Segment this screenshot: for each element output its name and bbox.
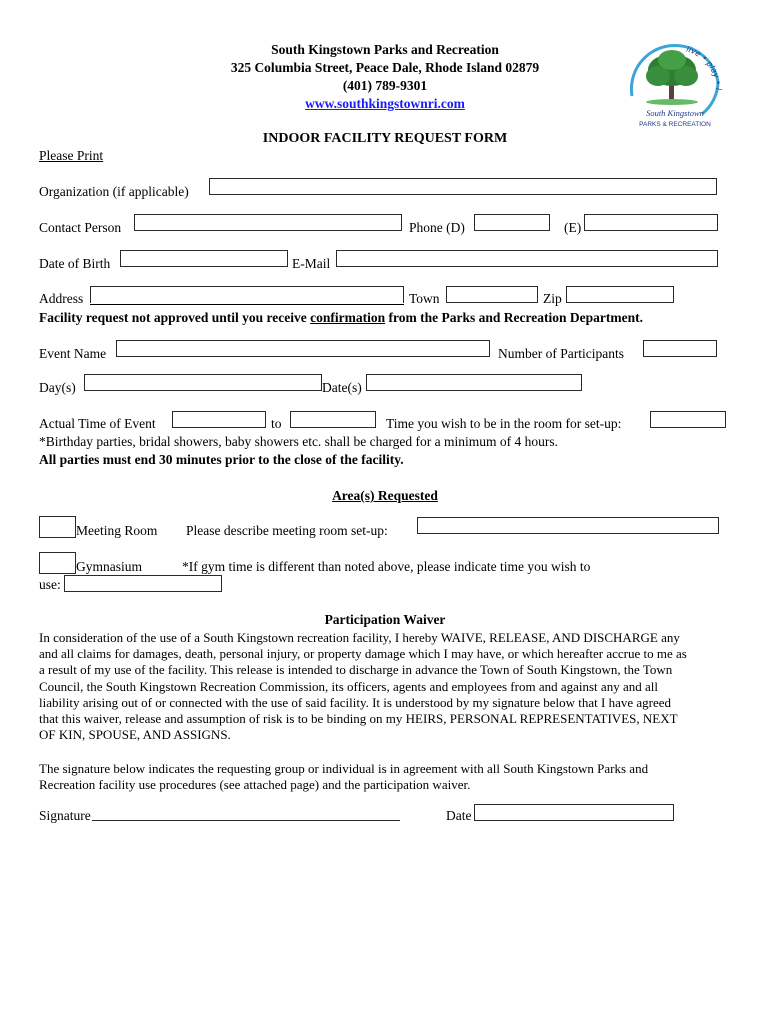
phone-day-field[interactable] [474,214,550,231]
logo-name-line1: South Kingstown [646,108,704,118]
parties-note: All parties must end 30 minutes prior to the close of the facility. [39,452,404,467]
waiver-heading: Participation Waiver [324,612,446,627]
meeting-room-checkbox[interactable] [39,516,76,538]
dob-field[interactable] [120,250,288,267]
days-field[interactable] [84,374,322,391]
meeting-setup-field[interactable] [417,517,719,534]
town-label: Town [409,291,440,306]
setup-time-label: Time you wish to be in the room for set-up: [386,416,622,431]
address-label: Address [39,291,84,306]
event-name-label: Event Name [39,346,107,361]
gym-time-note: *If gym time is different than noted above, please indicate time you wish to [182,559,591,574]
date-field[interactable] [474,804,674,821]
zip-field[interactable] [566,286,674,303]
signature-label: Signature [39,808,91,823]
dob-label: Date of Birth [39,256,111,271]
org-name: South Kingstown Parks and Recreation [271,42,499,57]
org-address: 325 Columbia Street, Peace Dale, Rhode Island 02879 [230,60,540,75]
birthday-note: *Birthday parties, bridal showers, baby showers etc. shall be charged for a minimum of 4 hours. [39,434,559,449]
phone-day-label: Phone (D) [409,220,465,235]
approval-notice: Facility request not approved until you receive confirmation from the Parks and Recreation Department. [39,310,643,325]
date-label: Date [446,808,472,823]
event-name-field[interactable] [116,340,490,357]
website-link[interactable]: www.southkingstownri.com [305,96,465,111]
waiver-text: In consideration of the use of a South Kingstown recreation facility, I hereby WAIVE, RELEASE, AND DISCHARGE any and all claims for damages, death, personal injury, or property damage which I may have, or which hereafter accrue to me as a result of my use of the facility. This release is intended to discharge in advance the Town of South Kingstown, the Town Council, the South Kingstown Recreation Commission, its officers, agents and employees from and against any and all liability arising out of or connected with the use of said facility. It is understood by my signature below that I have agreed that this waiver, release and assumption of risk is to be binding on my HEIRS, PERSONAL REPRESENTATIVES, NEXT OF KIN, SPOUSE, AND ASSIGNS. [39,630,687,743]
form-title: INDOOR FACILITY REQUEST FORM [262,131,508,146]
org-phone: (401) 789-9301 [342,78,428,93]
phone-evening-label: (E) [564,220,582,235]
logo [622,36,726,132]
to-label: to [271,416,282,431]
signature-field[interactable] [92,804,400,821]
contact-person-field[interactable] [134,214,402,231]
organization-field[interactable] [209,178,717,195]
logo-name-line2: PARKS & RECREATION [639,121,711,128]
logo-arc-text: live • play • l [685,44,724,91]
email-label: E-Mail [292,256,331,271]
participants-label: Number of Participants [498,346,624,361]
event-end-time-field[interactable] [290,411,376,428]
gymnasium-checkbox[interactable] [39,552,76,574]
email-field[interactable] [336,250,718,267]
event-start-time-field[interactable] [172,411,266,428]
zip-label: Zip [543,291,562,306]
agreement-text: The signature below indicates the requesting group or individual is in agreement with all South Kingstown Parks and Recreation facility use procedures (see attached page) and the participation waiver. [39,761,649,793]
setup-time-field[interactable] [650,411,726,428]
phone-evening-field[interactable] [584,214,718,231]
town-field[interactable] [446,286,538,303]
days-label: Day(s) [39,380,76,395]
gymnasium-label: Gymnasium [76,559,142,574]
gym-time-field[interactable] [64,575,222,592]
time-of-event-label: Actual Time of Event [39,416,156,431]
areas-heading: Area(s) Requested [332,488,438,503]
dates-field[interactable] [366,374,582,391]
address-field[interactable] [90,286,404,303]
organization-label: Organization (if applicable) [39,184,189,199]
contact-person-label: Contact Person [39,220,122,235]
dates-label: Date(s) [322,380,362,395]
meeting-room-label: Meeting Room [76,523,158,538]
meeting-setup-label: Please describe meeting room set-up: [186,523,388,538]
please-print: Please Print [39,148,104,163]
use-label: use: [39,577,61,592]
participants-field[interactable] [643,340,717,357]
